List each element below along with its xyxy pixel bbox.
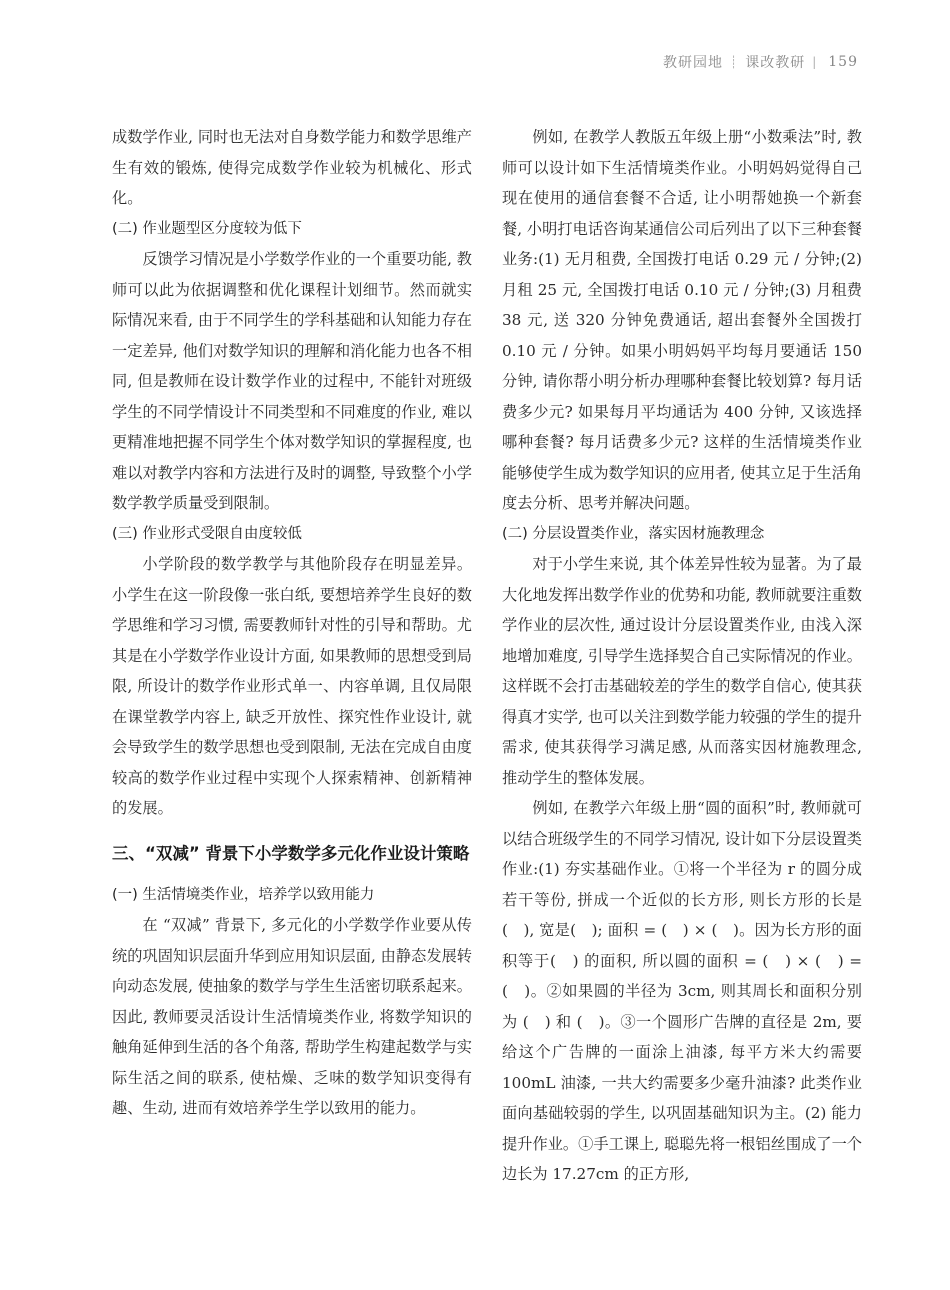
- section-name: 课改教研: [745, 55, 806, 71]
- page-number: 159: [828, 54, 858, 70]
- header-divider: |: [812, 55, 818, 69]
- paragraph: 例如, 在教学六年级上册“圆的面积”时, 教师就可以结合班级学生的不同学习情况, 设计如下分层设置类作业:(1) 夯实基础作业。①将一个半径为 r 的圆分成若干等份, 拼成一个近似的长方形, 则长方形的长是( ), 宽是( ); 面积 = ( ) × ( )。因为长方形的面积等于( ) 的面积, 所以圆的面积 = ( ) × ( ) = ( )。②如果圆的半径为 3cm, 则其周长和面积分别为 ( ) 和 ( )。③一个圆形广告牌的直径是 2m, 要给这个广告牌的一面涂上油漆, 每平方米大约需要 100mL 油漆, 一共大约需要多少毫升油漆? 此类作业面向基础较弱的学生, 以巩固基础知识为主。(2) 能力提升作业。①手工课上, 聪聪先将一根铝丝围成了一个边长为 17.27cm 的正方形,: [502, 799, 862, 1183]
- subsection-heading: (二) 分层设置类作业，落实因材施教理念: [502, 525, 765, 542]
- left-column: [112, 122, 472, 1124]
- subsection-heading: (二) 作业题型区分度较为低下: [112, 220, 302, 237]
- paragraph: 小学阶段的数学教学与其他阶段存在明显差异。小学生在这一阶段像一张白纸, 要想培养学生良好的数学思维和学习习惯, 需要教师针对性的引导和帮助。尤其是在小学数学作业设计方面, 如果教师的思想受到局限, 所设计的数学作业形式单一、内容单调, 且仅局限在课堂教学内容上, 缺乏开放性、探究性作业设计, 就会导致学生的数学思想也受到限制, 无法在完成自由度较高的数学作业过程中实现个人探索精神、创新精神的发展。: [112, 555, 472, 817]
- paragraph: 对于小学生来说, 其个体差异性较为显著。为了最大化地发挥出数学作业的优势和功能, 教师就要注重数学作业的层次性, 通过设计分层设置类作业, 由浅入深地增加难度, 引导学生选择契合自己实际情况的作业。这样既不会打击基础较差的学生的数学自信心, 使其获得真才实学, 也可以关注到数学能力较强的学生的提升需求, 使其获得学习满足感, 从而落实因材施教理念, 推动学生的整体发展。: [502, 555, 862, 787]
- paragraph: 成数学作业, 同时也无法对自身数学能力和数学思维产生有效的锻炼, 使得完成数学作业较为机械化、形式化。: [112, 128, 472, 207]
- subsection-heading: (三) 作业形式受限自由度较低: [112, 525, 302, 542]
- paragraph: 在 “双减” 背景下, 多元化的小学数学作业要从传统的巩固知识层面升华到应用知识层面, 由静态发展转向动态发展, 使抽象的数学与学生生活密切联系起来。因此, 教师要灵活设计生活情境类作业, 将数学知识的触角延伸到生活的各个角落, 帮助学生构建起数学与实际生活之间的联系, 使枯燥、乏味的数学知识变得有趣、生动, 进而有效培养学生学以致用的能力。: [112, 916, 472, 1117]
- running-header: [663, 52, 858, 72]
- paragraph: 反馈学习情况是小学数学作业的一个重要功能, 教师可以此为依据调整和优化课程计划细节。然而就实际情况来看, 由于不同学生的学科基础和认知能力存在一定差异, 他们对数学知识的理解和消化能力也各不相同, 但是教师在设计数学作业的过程中, 不能针对班级学生的不同学情设计不同类型和不同难度的作业, 难以更精准地把握不同学生个体对数学知识的掌握程度, 也难以对教学内容和方法进行及时的调整, 导致整个小学数学教学质量受到限制。: [112, 250, 472, 512]
- subsection-heading: (一) 生活情境类作业，培养学以致用能力: [112, 886, 375, 903]
- section-heading: 三、“双减” 背景下小学数学多元化作业设计策略: [112, 843, 470, 863]
- header-divider: ┊: [729, 55, 739, 69]
- paragraph: 例如, 在教学人教版五年级上册“小数乘法”时, 教师可以设计如下生活情境类作业。小明妈妈觉得自己现在使用的通信套餐不合适, 让小明帮她换一个新套餐, 小明打电话咨询某通信公司后列出了以下三种套餐业务:(1) 无月租费, 全国拨打电话 0.29 元 / 分钟;(2) 月租 25 元, 全国拨打电话 0.10 元 / 分钟;(3) 月租费 38 元, 送 320 分钟免费通话, 超出套餐外全国拨打 0.10 元 / 分钟。如果小明妈妈平均每月要通话 150 分钟, 请你帮小明分析办理哪种套餐比较划算? 每月话费多少元? 如果每月平均通话为 400 分钟, 又该选择哪种套餐? 每月话费多少元? 这样的生活情境类作业能够使学生成为数学知识的应用者, 使其立足于生活角度去分析、思考并解决问题。: [502, 128, 862, 512]
- journal-name: 教研园地: [662, 55, 723, 71]
- right-column: [502, 122, 862, 1190]
